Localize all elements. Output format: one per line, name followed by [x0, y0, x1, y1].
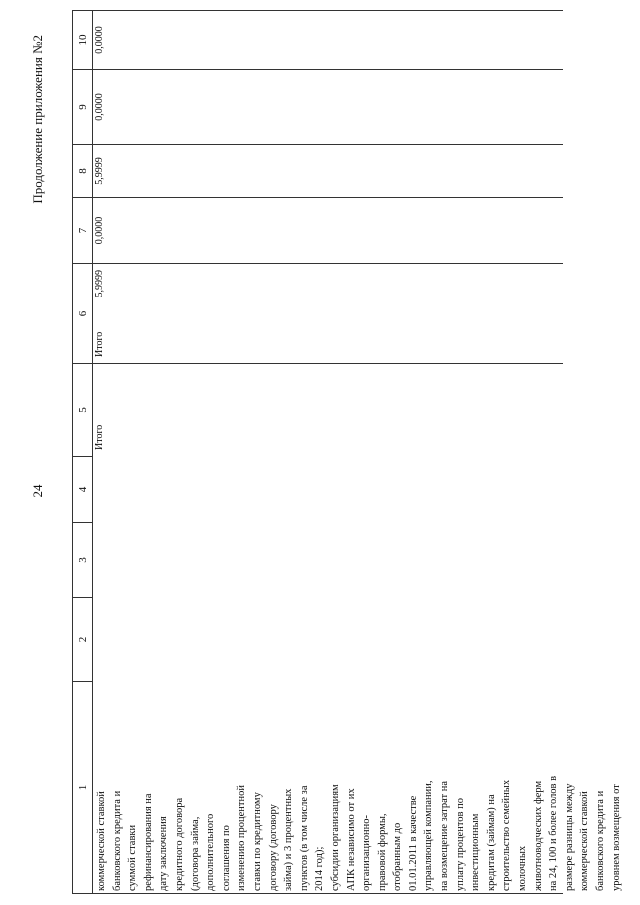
description-line: животноводческих ферм: [532, 780, 544, 891]
data-table: [72, 10, 622, 894]
description-line: ставки по кредитному: [251, 792, 263, 891]
description-line: коммерческой ставкой: [96, 791, 107, 891]
description-line: АПК независимо от их: [345, 788, 357, 891]
column-header-7: 7: [73, 197, 93, 263]
cell-col-6: [93, 263, 563, 363]
cell-col-8: 5,9999: [93, 144, 563, 197]
description-line: инвестиционным: [470, 813, 482, 891]
description-line: на возмещение затрат на: [439, 781, 451, 891]
description-line: займа) и 3 процентных: [283, 788, 295, 891]
cell-col-3: [93, 522, 563, 597]
column-header-3: 3: [73, 522, 93, 597]
description-line: 01.01.2011 в качестве: [407, 795, 419, 891]
description-line: (договора займа,: [189, 816, 201, 891]
description-line: молочных: [517, 845, 529, 891]
col-6-value: 5,9999: [94, 270, 105, 298]
cell-col-5: Итого: [93, 363, 563, 456]
appendix-continuation-title: Продолжение приложения №2: [30, 35, 45, 204]
description-line: правовой формы,: [376, 813, 388, 891]
table-row: [93, 10, 622, 893]
description-line: 2014 год);: [314, 846, 326, 891]
description-line: дату заключения: [158, 816, 170, 891]
cell-col-9: 0,0000: [93, 69, 563, 144]
cell-col-10: 0,0000: [93, 10, 563, 69]
description-line: банковского кредита и: [595, 790, 606, 891]
description-line: отобранным до: [392, 822, 404, 891]
description-line: соглашения по: [220, 825, 232, 891]
cell-col-2: [93, 597, 563, 681]
description-line: кредитам (займам) на: [485, 794, 497, 891]
description-line: субсидии организациям: [329, 784, 341, 891]
col-6-label: Итого: [94, 331, 105, 357]
description-line: размере разницы между: [563, 783, 575, 891]
column-header-10: 10: [73, 10, 93, 69]
description-line: дополнительного: [205, 813, 217, 891]
page-number: 24: [30, 484, 45, 498]
column-header-6: 6: [73, 263, 93, 363]
description-line: уплату процентов по: [454, 798, 466, 891]
description-line: суммой ставки: [127, 824, 139, 891]
row-description: [93, 681, 622, 893]
description-line: кредитного договора: [173, 797, 185, 891]
description-line: рефинансирования на: [142, 793, 154, 891]
description-line: организационно-: [361, 815, 373, 891]
column-header-2: 2: [73, 597, 93, 681]
cell-col-4: [93, 456, 563, 522]
column-header-8: 8: [73, 144, 93, 197]
description-line: изменению процентной: [236, 784, 248, 891]
column-header-1: 1: [73, 681, 93, 893]
description-line: строительство семейных: [501, 779, 513, 891]
description-line: управляющей компании,: [423, 780, 435, 891]
description-line: коммерческой ставкой: [579, 791, 591, 891]
description-line: уровнем возмещения от: [610, 784, 622, 891]
table-header-row: [73, 10, 93, 893]
column-header-5: 5: [73, 363, 93, 456]
description-line: договору (договору: [267, 804, 279, 891]
description-line: пунктов (в том числе за: [298, 785, 310, 891]
description-line: на 24, 100 и более голов в: [548, 775, 560, 891]
column-header-4: 4: [73, 456, 93, 522]
cell-col-7: 0,0000: [93, 197, 563, 263]
column-header-9: 9: [73, 69, 93, 144]
description-line: банковского кредита и: [111, 790, 123, 891]
